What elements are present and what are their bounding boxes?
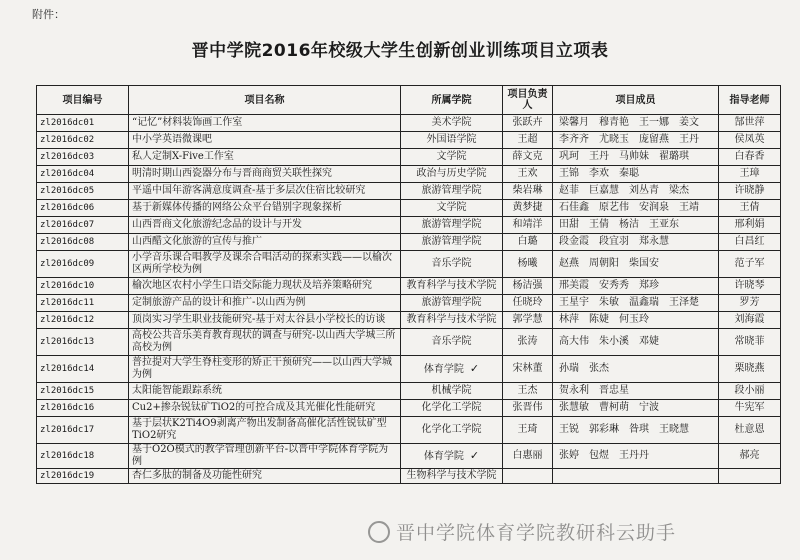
cell-members-text: 梁馨月 穆青艳 王一娜 姜文 [559,117,699,128]
header-advisor: 指导老师 [719,86,781,115]
cell-id-text: zl2016dc03 [40,152,95,162]
cell-name-text: 基于新媒体传播的网络公众平台错别字现象探析 [132,202,342,213]
cell-advisor-text: 许晓琴 [734,280,765,291]
header-name: 项目名称 [129,86,401,115]
cell-members [553,356,719,383]
project-table [36,85,781,484]
cell-leader-text: 薛文克 [512,151,543,162]
cell-advisor-text: 王璋 [739,168,760,179]
cell-advisor-text: 牛宪军 [734,402,765,413]
cell-leader [503,400,553,417]
cell-members [553,400,719,417]
cell-members [553,329,719,356]
cell-id [37,356,129,383]
cell-leader [503,295,553,312]
cell-college [401,312,503,329]
cell-name [129,217,401,234]
cell-leader [503,356,553,383]
cell-leader-text: 张晋伟 [512,402,543,413]
cell-members-text: 赵燕 周朝阳 柴国安 [559,258,659,269]
cell-name [129,312,401,329]
cell-advisor [719,115,781,132]
cell-advisor-text: 栗晓燕 [734,363,765,374]
cell-id [37,444,129,469]
cell-leader [503,166,553,183]
cell-leader [503,312,553,329]
document-title: 晋中学院2016年校级大学生创新创业训练项目立项表 [191,41,609,61]
cell-advisor [719,312,781,329]
cell-college [401,217,503,234]
cell-advisor-text: 郝亮 [739,450,760,461]
cell-college [401,356,503,383]
cell-leader-text: 王琦 [517,424,538,435]
cell-name-text: 山西晋商文化旅游纪念品的设计与开发 [132,219,302,230]
cell-leader-text: 杨洁强 [512,280,543,291]
table-row [37,200,781,217]
cell-advisor-text: 常晓菲 [734,336,765,347]
cell-leader-text: 和靖洋 [512,219,543,230]
cell-members-text: 赵菲 巨嘉慧 刘丛青 梁杰 [559,185,689,196]
cell-id [37,115,129,132]
cell-id [37,217,129,234]
cell-advisor-text: 邢利娟 [734,219,765,230]
cell-college [401,417,503,444]
cell-advisor-text: 许晓静 [734,185,765,196]
cell-advisor-text: 白昌红 [734,236,765,247]
cell-members-text: 张慧敏 曹柯萌 宁波 [559,402,659,413]
wechat-watermark [368,518,676,545]
cell-advisor [719,469,781,484]
cell-members [553,417,719,444]
cell-id-text: zl2016dc11 [40,298,95,308]
cell-id [37,278,129,295]
checkmark-icon: ✓ [469,361,480,375]
cell-members-text: 贺永利 晋忠星 [559,385,629,396]
cell-name-text: 定制旅游产品的设计和推广-以山西为例 [132,297,306,308]
cell-college [401,251,503,278]
cell-members [553,217,719,234]
cell-advisor [719,217,781,234]
table-header-row [37,86,781,115]
cell-id-text: zl2016dc04 [40,169,95,179]
cell-name-text: 明清时期山西瓷器分布与晋商商贸关联性探究 [132,168,332,179]
cell-id [37,417,129,444]
table-row [37,400,781,417]
cell-leader [503,200,553,217]
table-row [37,312,781,329]
cell-college-text: 旅游管理学院 [421,297,482,308]
cell-college [401,400,503,417]
cell-leader-text: 宋林董 [512,363,543,374]
cell-college [401,329,503,356]
cell-college [401,166,503,183]
watermark-text: 晋中学院体育学院教研科云助手 [396,522,677,544]
cell-college-text: 美术学院 [431,117,472,128]
cell-college-text: 旅游管理学院 [421,236,482,247]
cell-advisor [719,149,781,166]
table-row [37,251,781,278]
cell-name [129,444,401,469]
cell-college-text: 化学化工学院 [421,424,482,435]
cell-advisor-text: 杜意恩 [734,424,765,435]
cell-members-text: 王星宇 朱敏 温鑫瑞 王泽楚 [559,297,699,308]
cell-id [37,383,129,400]
cell-id-text: zl2016dc07 [40,220,95,230]
cell-members [553,278,719,295]
cell-college-text: 旅游管理学院 [421,219,482,230]
cell-advisor [719,383,781,400]
cell-name [129,383,401,400]
cell-advisor-text: 王倩 [739,202,760,213]
cell-leader [503,417,553,444]
cell-name-text: 顶岗实习学生职业技能研究-基于对太谷县小学校长的访谈 [132,314,386,325]
cell-advisor-text: 段小丽 [734,385,765,396]
cell-leader-text: 王欢 [517,168,538,179]
cell-id-text: zl2016dc18 [40,451,95,461]
cell-leader-text: 郭学慧 [512,314,543,325]
cell-college [401,183,503,200]
cell-college [401,132,503,149]
cell-id [37,183,129,200]
cell-advisor [719,183,781,200]
cell-id [37,149,129,166]
wechat-icon [368,521,390,543]
cell-members [553,149,719,166]
cell-leader [503,278,553,295]
cell-advisor [719,329,781,356]
cell-college [401,115,503,132]
cell-leader [503,234,553,251]
cell-college-text: 文学院 [436,151,467,162]
cell-advisor [719,295,781,312]
cell-name-text: 高校公共音乐美育教育现状的调查与研究-以山西大学城三所高校为例 [132,330,396,353]
cell-leader-text: 杨曦 [517,258,538,269]
cell-id [37,200,129,217]
cell-leader [503,444,553,469]
cell-id [37,312,129,329]
cell-college-text: 教育科学与技术学院 [406,280,497,291]
cell-name [129,234,401,251]
cell-members-text: 林萍 陈婕 何玉玲 [559,314,649,325]
cell-members [553,166,719,183]
cell-id-text: zl2016dc14 [40,364,95,374]
cell-name-text: 平遥中国年游客满意度调查-基于多层次住宿比较研究 [132,185,366,196]
cell-name [129,329,401,356]
cell-members [553,295,719,312]
cell-college [401,295,503,312]
cell-leader-text: 王杰 [517,385,538,396]
cell-members-text: 巩珂 王丹 马帅妹 翟璐琪 [559,151,689,162]
cell-members [553,444,719,469]
cell-college-text: 生物科学与技术学院 [406,470,497,481]
table-row [37,356,781,383]
table-row [37,183,781,200]
cell-college-text: 音乐学院 [431,258,472,269]
cell-name-text: 山西醋文化旅游的宣传与推广 [132,236,262,247]
cell-members-text: 李齐齐 尤晓玉 庞留燕 王丹 [559,134,699,145]
cell-name [129,469,401,484]
cell-leader-text: 任晓玲 [512,297,543,308]
cell-advisor [719,356,781,383]
cell-college [401,444,503,469]
cell-advisor [719,444,781,469]
cell-members-text: 高大伟 朱小溪 邓婕 [559,336,659,347]
cell-id-text: zl2016dc08 [40,237,95,247]
cell-advisor-text: 范子军 [734,258,765,269]
cell-members [553,183,719,200]
cell-college-text: 体育学院 [423,363,464,375]
cell-name [129,166,401,183]
attachment-label: 附件： [32,8,65,21]
cell-members-text: 张婷 包煜 王丹丹 [559,450,649,461]
cell-name [129,149,401,166]
cell-college-text: 文学院 [436,202,467,213]
cell-advisor [719,166,781,183]
cell-name-text: 杏仁多肽的制备及功能性研究 [132,470,262,481]
cell-college [401,149,503,166]
cell-name-text: “记忆”材料装饰画工作室 [132,117,243,128]
cell-id [37,234,129,251]
cell-advisor [719,400,781,417]
cell-leader-text: 王超 [517,134,538,145]
cell-name-text: 太阳能智能跟踪系统 [132,385,222,396]
cell-name [129,251,401,278]
cell-id-text: zl2016dc12 [40,315,95,325]
cell-name [129,400,401,417]
cell-id [37,400,129,417]
cell-members-text: 王锦 李欢 秦聪 [559,168,639,179]
cell-name-text: 中小学英语微课吧 [132,134,212,145]
cell-name-text: 基于O2O模式的教学管理创新平台-以晋中学院体育学院为例 [132,444,389,467]
cell-id-text: zl2016dc16 [40,403,95,413]
cell-name [129,132,401,149]
cell-leader-text: 白惠丽 [512,450,543,461]
cell-college-text: 机械学院 [431,385,472,396]
header-id: 项目编号 [37,86,129,115]
cell-members-text: 段金霞 段宜羽 郑永慧 [559,236,669,247]
cell-college [401,469,503,484]
header-leader: 项目负责人 [503,86,553,115]
cell-name [129,295,401,312]
cell-advisor-text: 罗芳 [739,297,760,308]
cell-leader [503,183,553,200]
checkmark-icon: ✓ [469,448,480,462]
cell-members [553,234,719,251]
cell-name-text: 小学音乐课合唱教学及课余合唱活动的探索实践——以榆次区两所学校为例 [132,252,392,275]
cell-name-text: 私人定制X-Five工作室 [132,151,234,162]
cell-id [37,295,129,312]
cell-members [553,115,719,132]
cell-name [129,356,401,383]
cell-college [401,278,503,295]
table-row [37,469,781,484]
cell-advisor-text: 白春香 [734,151,765,162]
cell-id-text: zl2016dc06 [40,203,95,213]
cell-advisor-text: 刘海霞 [734,314,765,325]
cell-members [553,383,719,400]
cell-id-text: zl2016dc02 [40,135,95,145]
table-row [37,383,781,400]
cell-advisor-text: 侯凤英 [734,134,765,145]
cell-leader [503,329,553,356]
cell-members-text: 田甜 王倩 杨洁 王亚东 [559,219,679,230]
cell-members [553,312,719,329]
cell-leader-text: 黄梦捷 [512,202,543,213]
cell-id-text: zl2016dc01 [40,118,95,128]
cell-members-text: 孙瑞 张杰 [559,363,609,374]
cell-id [37,469,129,484]
cell-advisor [719,200,781,217]
cell-college-text: 音乐学院 [431,336,472,347]
cell-leader [503,469,553,484]
cell-college-text: 政治与历史学院 [416,168,487,179]
cell-college-text: 化学化工学院 [421,402,482,413]
cell-members [553,251,719,278]
cell-advisor [719,251,781,278]
cell-advisor [719,417,781,444]
table-row [37,149,781,166]
cell-name-text: 基于层状K2Ti4O9剥离产物出发制备高催化活性锐钛矿型TiO2研究 [132,418,387,441]
cell-leader [503,251,553,278]
cell-college-text: 旅游管理学院 [421,185,482,196]
table-row [37,278,781,295]
cell-advisor-text: 郜世萍 [734,117,765,128]
cell-members-text: 石佳鑫 原艺伟 安润泉 王靖 [559,202,699,213]
cell-name-text: 榆次地区农村小学生口语交际能力现状及培养策略研究 [132,280,372,291]
cell-leader [503,132,553,149]
cell-id [37,329,129,356]
table-row [37,417,781,444]
cell-college [401,234,503,251]
cell-id-text: zl2016dc10 [40,281,95,291]
cell-id [37,251,129,278]
cell-name-text: Cu2+掺杂锐钛矿TiO2的可控合成及其光催化性能研究 [132,402,376,413]
cell-leader [503,383,553,400]
table-row [37,295,781,312]
header-members: 项目成员 [553,86,719,115]
cell-members [553,132,719,149]
table-row [37,166,781,183]
cell-college-text: 教育科学与技术学院 [406,314,497,325]
cell-advisor [719,278,781,295]
cell-name-text: 普拉提对大学生脊柱变形的矫正干预研究——以山西大学城为例 [132,357,392,380]
cell-name [129,417,401,444]
cell-name [129,183,401,200]
cell-college [401,200,503,217]
cell-college-text: 体育学院 [423,450,464,462]
cell-id-text: zl2016dc09 [40,259,95,269]
cell-college [401,383,503,400]
cell-name [129,115,401,132]
cell-leader-text: 柴岩琳 [512,185,543,196]
cell-leader [503,217,553,234]
cell-leader [503,149,553,166]
table-row [37,234,781,251]
cell-members [553,469,719,484]
cell-members-text: 邢美霞 安秀秀 郑珍 [559,280,659,291]
table-row [37,329,781,356]
cell-id [37,166,129,183]
cell-name [129,278,401,295]
cell-id [37,132,129,149]
cell-college-text: 外国语学院 [426,134,477,145]
table-row [37,444,781,469]
cell-id-text: zl2016dc19 [40,471,95,481]
cell-leader-text: 白璐 [517,236,538,247]
cell-id-text: zl2016dc05 [40,186,95,196]
cell-leader-text: 张跃卉 [512,117,543,128]
cell-members [553,200,719,217]
cell-leader-text: 张涛 [517,336,538,347]
cell-id-text: zl2016dc13 [40,337,95,347]
cell-name [129,200,401,217]
table-row [37,132,781,149]
cell-id-text: zl2016dc17 [40,425,95,435]
table-row [37,217,781,234]
cell-id-text: zl2016dc15 [40,386,95,396]
table-row [37,115,781,132]
cell-advisor [719,132,781,149]
cell-advisor [719,234,781,251]
cell-members-text: 王锐 郭彩琳 昝琪 王晓慧 [559,424,689,435]
cell-leader [503,115,553,132]
header-college: 所属学院 [401,86,503,115]
